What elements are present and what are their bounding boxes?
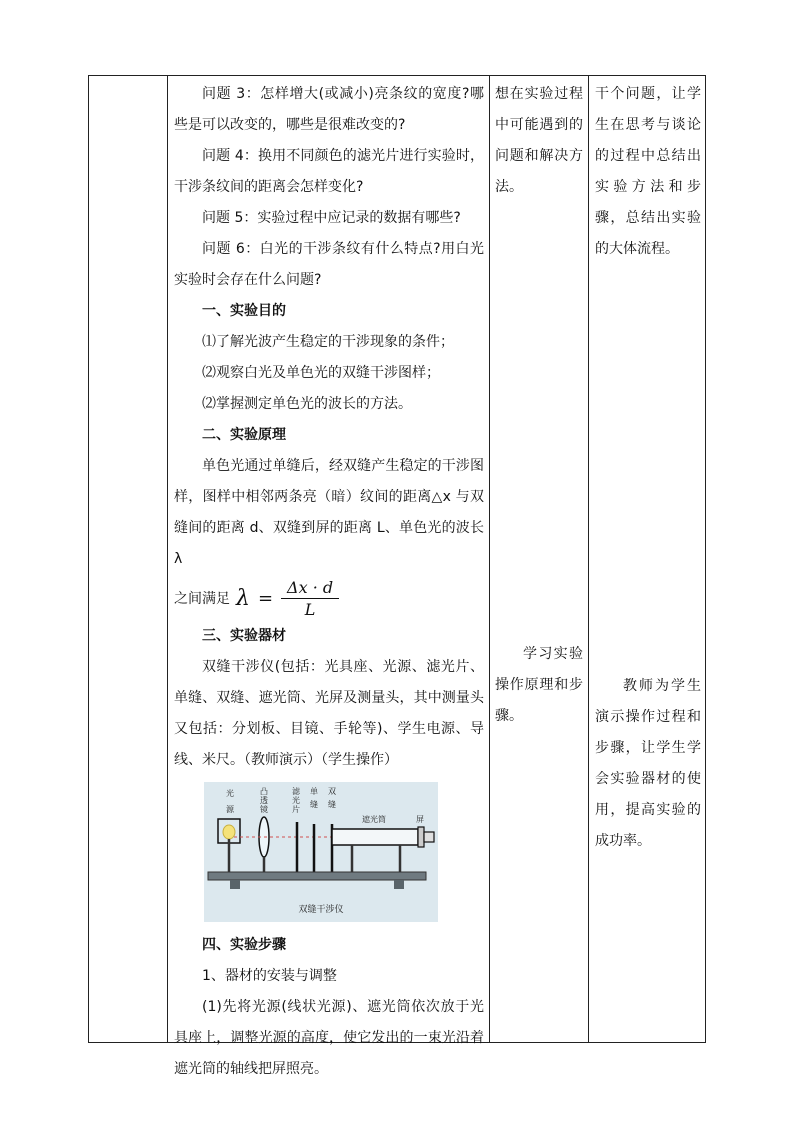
label-light-source: 光源 — [226, 789, 234, 814]
formula-fraction — [281, 578, 339, 619]
label-single-slit: 单缝 — [310, 787, 318, 809]
heading-principle: 二、实验原理 — [202, 427, 286, 443]
measuring-head — [424, 832, 434, 842]
figure-caption: 双缝干涉仪 — [298, 905, 344, 915]
design-intent-mid: 教师为学生演示操作过程和步骤，让学生学会实验器材的使用，提高实验的成功率。 — [595, 678, 701, 849]
label-tube: 遮光筒 — [362, 815, 386, 824]
student-activity-top: 想在实验过程中可能遇到的问题和解决方法。 — [495, 86, 583, 195]
principle-text: 单色光通过单缝后，经双缝产生稳定的干涉图样，图样中相邻两条亮（暗）纹间的距离△x 与双缝间的距离 d、双缝到屏的距离 L、单色光的波长λ — [174, 458, 484, 567]
optical-bench — [208, 872, 426, 880]
formula-lead: 之间满足 — [174, 591, 230, 607]
lesson-table — [88, 75, 706, 1077]
question-5: 问题 5：实验过程中应记录的数据有哪些? — [202, 210, 461, 226]
light-tube — [332, 829, 418, 845]
label-double-slit: 双缝 — [328, 787, 336, 809]
heading-steps: 四、实验步骤 — [202, 937, 286, 953]
column-divider — [167, 76, 168, 1042]
student-activity-mid: 学习实验操作原理和步骤。 — [495, 646, 583, 724]
step-1-title: 1、器材的安装与调整 — [202, 968, 337, 984]
label-convex-lens: 凸透镜 — [260, 787, 268, 814]
formula-line — [174, 575, 484, 621]
column-divider — [489, 76, 490, 1042]
question-6: 问题 6：白光的干涉条纹有什么特点?用白光实验时会存在什么问题? — [174, 241, 484, 288]
goal-2: ⑵观察白光及单色光的双缝干涉图样； — [202, 365, 440, 381]
interferometer-diagram — [204, 782, 438, 922]
question-3: 问题 3：怎样增大(或减小)亮条纹的宽度?哪些是可以改变的，哪些是很难改变的? — [174, 86, 484, 133]
column-divider — [588, 76, 589, 1042]
interferometer-figure — [204, 782, 438, 922]
lamp-bulb — [223, 825, 235, 839]
formula-numerator: Δx · d — [281, 578, 339, 599]
materials-text: 双缝干涉仪(包括：光具座、光源、滤光片、单缝、双缝、遮光筒、光屏及测量头，其中测量头又包括：分划板、目镜、手轮等)、学生电源、导线、米尺。（教师演示）（学生操作） — [174, 659, 484, 768]
heading-materials: 三、实验器材 — [202, 628, 286, 644]
label-filter: 滤光片 — [292, 787, 300, 814]
formula-lambda: λ — [236, 585, 250, 611]
step-1-1: (1)先将光源(线状光源)、遮光筒依次放于光具座上，调整光源的高度，使它发出的一束光沿着遮光筒的轴线把屏照亮。 — [174, 999, 484, 1077]
goal-1: ⑴了解光波产生稳定的干涉现象的条件； — [202, 334, 454, 350]
stage-cell — [89, 76, 167, 1042]
formula-denominator: L — [304, 599, 316, 619]
goal-3: ⑵掌握测定单色光的波长的方法。 — [202, 396, 412, 412]
design-intent-cell — [595, 76, 701, 1042]
design-intent-top: 干个问题，让学生在思考与谈论的过程中总结出实验方法和步骤，总结出实验的大体流程。 — [595, 86, 701, 257]
content-cell — [174, 76, 484, 1077]
screen — [418, 827, 424, 847]
heading-purpose: 一、实验目的 — [202, 303, 286, 319]
question-4: 问题 4：换用不同颜色的滤光片进行实验时，干涉条纹间的距离会怎样变化? — [174, 148, 484, 195]
wavelength-formula — [236, 578, 339, 619]
label-screen: 屏 — [416, 815, 424, 824]
formula-equals: = — [257, 587, 274, 609]
student-activity-cell — [495, 76, 583, 1042]
